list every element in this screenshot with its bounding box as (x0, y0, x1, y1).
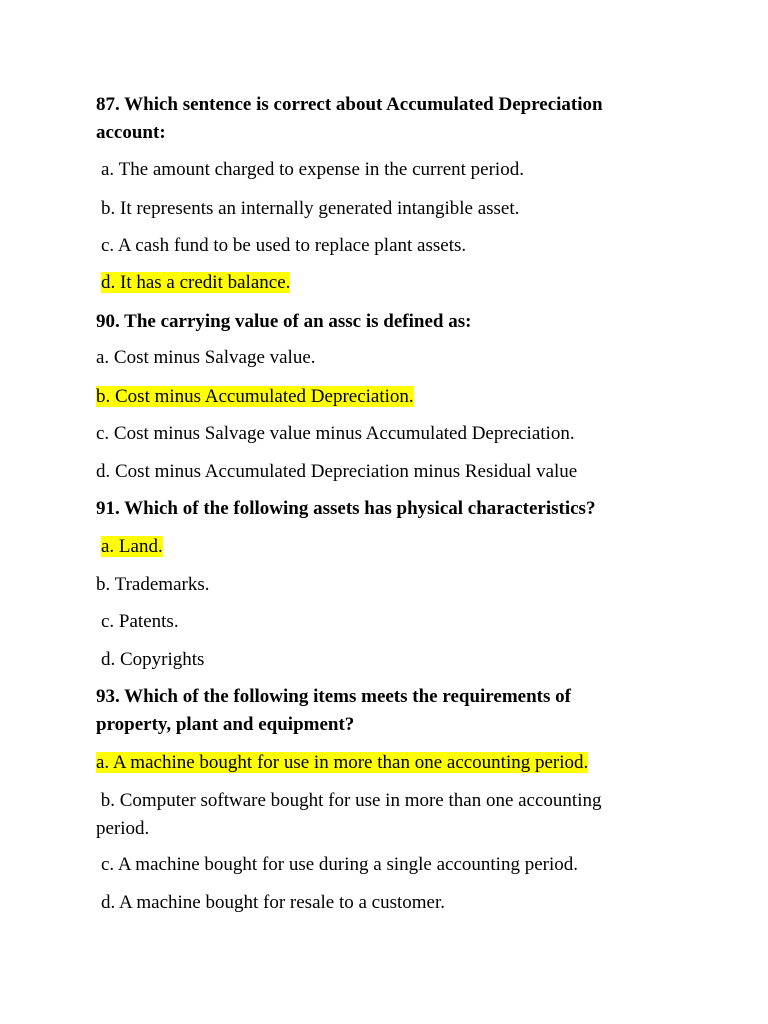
question-87: 87. Which sentence is correct about Accumulated Depreciation account: (96, 94, 603, 143)
q91-option-c: c. Patents. (101, 611, 179, 632)
answer-highlight: a. Land. (101, 536, 163, 557)
q87-option-b: b. It represents an internally generated intangible asset. (101, 198, 520, 219)
q91-option-a-answer (96, 533, 661, 561)
question-90: 90. The carrying value of an assc is defined as: (96, 311, 472, 332)
q90-option-c: c. Cost minus Salvage value minus Accumulated Depreciation. (96, 423, 575, 444)
q91-option-b: b. Trademarks. (96, 574, 210, 595)
q91-option-d: d. Copyrights (101, 649, 205, 670)
q90-option-a: a. Cost minus Salvage value. (96, 347, 316, 368)
q93-option-c: c. A machine bought for use during a single accounting period. (101, 854, 578, 875)
q87-option-a: a. The amount charged to expense in the current period. (101, 159, 524, 180)
answer-highlight: a. A machine bought for use in more than one accounting period. (96, 752, 589, 773)
q90-option-b-answer (96, 383, 656, 411)
answer-highlight: b. Cost minus Accumulated Depreciation. (96, 386, 414, 407)
q93-option-a-answer (96, 749, 656, 777)
question-93: 93. Which of the following items meets the requirements of property, plant and equipment? (96, 686, 571, 735)
answer-highlight: d. It has a credit balance. (101, 272, 291, 293)
q87-option-c: c. A cash fund to be used to replace plant assets. (101, 235, 467, 256)
q93-option-b: b. Computer software bought for use in more than one accounting period. (96, 790, 602, 839)
q90-option-d: d. Cost minus Accumulated Depreciation minus Residual value (96, 461, 578, 482)
question-91: 91. Which of the following assets has physical characteristics? (96, 498, 596, 519)
q93-option-d: d. A machine bought for resale to a customer. (101, 892, 446, 913)
q87-option-d-answer (96, 269, 661, 297)
